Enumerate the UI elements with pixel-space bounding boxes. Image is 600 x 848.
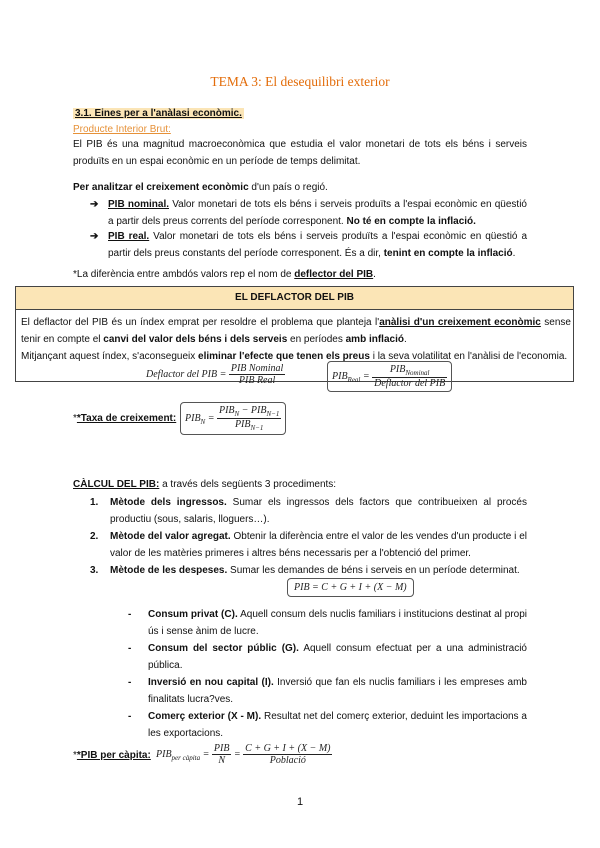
formula-numerator: PIB Nominal (230, 363, 284, 374)
nominal-bold: No té en compte la inflació. (346, 216, 476, 227)
formula-eq: = (362, 370, 370, 382)
real-end: . (512, 248, 516, 259)
formula-lhs: PIB (332, 370, 348, 382)
formula-eq: = (202, 748, 210, 760)
method-text: Sumar els ingressos dels factors que contribueixen al procés productiu (sous, salaris, lloguers…). (110, 497, 527, 525)
note-end: . (373, 269, 376, 280)
per-capita-label-text: *PIB per càpita: (76, 750, 151, 761)
component-title: Comerç exterior (X - M). (148, 711, 262, 722)
text-run: en períodes (287, 334, 346, 345)
arrow-icon: ➔ (90, 231, 99, 242)
formula-term: PIB (234, 419, 251, 430)
formula-sub: N−1 (250, 424, 264, 432)
formula-lhs: PIB (156, 748, 172, 760)
formula-sub: per càpita (171, 753, 201, 762)
component-item: - Consum privat (C). Aquell consum dels nuclis familiars i institucions destinat al propi ús i sense ànim de lucre. (128, 609, 528, 637)
component-item: - Comerç exterior (X - M). Resultat net del comerç exterior, deduint les importacions a les exportacions. (128, 711, 527, 739)
deflator-formula (146, 363, 285, 386)
note-text: *La diferència entre ambdós valors rep el nom de (73, 269, 295, 280)
deflator-box-heading: EL DEFLACTOR DEL PIB (15, 286, 574, 310)
gdp-expenditure-formula: PIB = C + G + I + (X − M) (287, 578, 414, 597)
text-run: El deflactor del PIB és un índex emprat per resoldre el problema que planteja l' (21, 317, 380, 328)
real-text: Valor monetari de tots els béns i serveis produïts a l'espai econòmic en qüestió a partir dels preus constants del període corresponent. És a dir, (108, 231, 528, 259)
calc-rest: a través dels següents 3 procediments: (159, 479, 337, 490)
per-capita-formula (156, 743, 332, 766)
method-item (90, 528, 527, 562)
note-paragraph (73, 266, 527, 283)
component-text: Aquell consum dels nuclis familiars i institucions destinat al propi ús i sense ànim de lucre. (148, 609, 528, 637)
real-label: PIB real. (108, 231, 150, 242)
formula-numerator: PIB (389, 364, 406, 375)
formula-term: − PIB (239, 405, 267, 416)
method-number: 2. (90, 531, 99, 542)
method-number: 3. (90, 565, 99, 576)
formula-numerator: PIB (213, 743, 230, 754)
growth-paragraph (73, 179, 527, 196)
list-item-real (90, 228, 527, 262)
formula-denominator: N (218, 755, 225, 766)
growth-rate-label: **Taxa de creixement: (73, 413, 177, 424)
method-title: Mètode del valor agregat. (110, 531, 231, 542)
component-item: - Consum del sector públic (G). Aquell consum efectuat per a una administració pública. (128, 643, 527, 671)
component-text: Inversió que fan els nuclis familiars i les empreses amb finalitats lucra?ves. (148, 677, 527, 705)
component-title: Inversió en nou capital (I). (148, 677, 274, 688)
text-run: i la seva volatilitat en l'anàlisi de l'economia. (369, 351, 568, 362)
text-run: amb inflació (345, 334, 404, 345)
method-title: Mètode dels ingressos. (110, 497, 227, 508)
calc-label: CÀLCUL DEL PIB: (73, 479, 160, 490)
per-capita-label: **PIB per càpita: (73, 750, 151, 761)
component-title: Consum privat (C). (148, 609, 238, 620)
formula-numerator: C + G + I + (X − M) (245, 743, 331, 754)
formula-denominator: Deflactor del PIB (374, 378, 446, 389)
subsection-heading: Producte Interior Brut: (73, 124, 171, 135)
text-run: sense tenir en compte el (21, 317, 571, 345)
document-title: TEMA 3: El desequilibri exterior (210, 74, 390, 89)
page-number: 1 (296, 796, 304, 808)
nominal-text: Valor monetari de tots els béns i serveis produïts a l'espai econòmic en qüestió a partir dels preus corrents del període corresponent. (108, 199, 527, 227)
formula-eq: = (207, 412, 215, 424)
formula-sub: Real (347, 375, 361, 384)
component-text: Resultat net del comerç exterior, deduint les importacions a les exportacions. (148, 711, 527, 739)
text-run: canvi del valor dels béns i dels serveis (103, 334, 288, 345)
nominal-label: PIB nominal. (108, 199, 169, 210)
method-item (90, 562, 527, 579)
formula-denominator: Població (269, 755, 306, 766)
note-bold: deflector del PIB (294, 269, 374, 280)
method-title: Mètode de les despeses. (110, 565, 228, 576)
method-number: 1. (90, 497, 99, 508)
formula-lhs: Deflactor del PIB = (146, 368, 227, 380)
real-gdp-formula (327, 361, 452, 392)
arrow-icon: ➔ (90, 199, 99, 210)
formula-sub: N−1 (266, 410, 280, 418)
formula-denominator: PIB Real (238, 375, 276, 386)
text-run: eliminar l'efecte que tenen els preus (198, 351, 370, 362)
list-item-nominal (90, 196, 527, 230)
growth-rest: d'un país o regió. (248, 182, 328, 193)
formula-eq: = (233, 748, 241, 760)
growth-rate-formula (180, 402, 286, 435)
text-run: . (403, 334, 407, 345)
intro-paragraph: El PIB és una magnitud macroeconòmica que estudia el valor monetari de tots els béns i serveis produïts en un espai econòmic en un període de temps delimitat. (73, 139, 527, 167)
method-text: Obtenir la diferència entre el valor de les vendes d'un producte i el valor de les matèries primeres i altres béns necessaris per a l'obtenció del primer. (110, 531, 527, 559)
formula-sub: N (200, 417, 206, 426)
growth-rate-label-text: *Taxa de creixement: (76, 413, 177, 424)
component-item: - Inversió en nou capital (I). Inversió que fan els nuclis familiars i les empreses amb finalitats lucra?ves. (128, 677, 527, 705)
deflator-box-text (21, 314, 571, 365)
formula-sub: N (234, 410, 240, 418)
component-title: Consum del sector públic (G). (148, 643, 299, 654)
component-text: Aquell consum efectuat per a una administració pública. (148, 643, 527, 671)
text-run: anàlisi d'un creixement econòmic (379, 317, 541, 328)
formula-sub: Nominal (405, 369, 430, 377)
text-run: Mitjançant aquest índex, s'aconsegueix (21, 351, 199, 362)
method-text: Sumar les demandes de béns i serveis en un període determinat. (227, 565, 520, 576)
section-heading: 3.1. Eines per a l'anàlasi econòmic. (75, 108, 242, 119)
real-bold: tenint en compte la inflació (383, 248, 513, 259)
formula-term: PIB (218, 405, 235, 416)
formula-lhs: PIB (185, 412, 201, 424)
method-item (90, 494, 527, 528)
growth-lead: Per analitzar el creixement econòmic (73, 182, 249, 193)
calc-heading (73, 476, 527, 493)
